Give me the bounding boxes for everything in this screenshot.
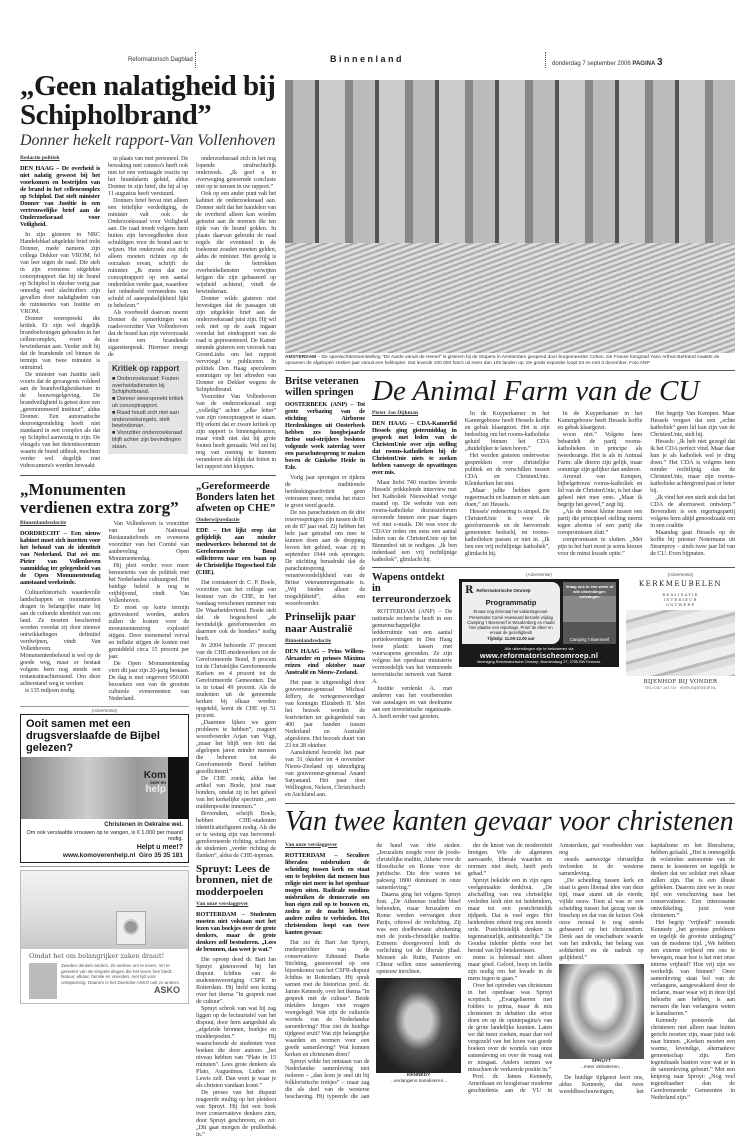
box-item-text: Donner weerspreekt kritiek uit conceptrapport. <box>112 396 184 409</box>
kitchen-photo <box>21 871 188 949</box>
ad-text: Zweden denken anders. Ze werken om te leven, om te genieten van de simpele dingen die het leven hen biedt. Natuur, elkaar, familie en vrienden, met tijd voor ontspanning. Daarom is het Zweedse ASKO ook zo anders. <box>61 963 180 985</box>
animal-body <box>372 410 735 563</box>
photo-name: SPRUYT <box>591 1058 612 1064</box>
paragraph: Over het optreden van christenen in het openbaar was Spruyt sceptisch. „Evangeliseren met folders is prima, maar ik mis christenen in debatten die ertoe doen en op de opiniepagina's van de grote landelijke kranten. Laten we dát meer zoeken, maar dan wel vergezeld van het lezen van goede boeken over de wortels van onze samenleving en over de vraag wat er misgaat. Anders nemen we misschien de verkeerde positie in.” <box>467 981 553 1073</box>
paragraph: De CHE zoekt, aldus het artikel van Boele, juist naar bonders, omdat zij in het geheel van het kerkelijke spectrum „een middenpositie innemen.” <box>196 774 276 810</box>
wapens-article <box>372 572 452 720</box>
kennedy-photo <box>376 978 460 1073</box>
box-item-text: Raad houdt zich niet aan onderzoeksregels, stelt bewindsman. <box>112 409 179 430</box>
paragraph: Aansluitend bezoekt het paar van 31 oktober tot 4 november Nieuw-Zeeland op uitnodiging van gouverneur-generaal Anand Satyanand. Het paar doet Wellington, Nelson, Christchurch en Auckland aan. <box>285 749 365 799</box>
ad-url[interactable]: www.reformatorischeomroep.nl <box>479 651 599 661</box>
paragraph: Justitie verdenkt A. met anderen van het voorbereiden van aanslagen en van deelname aan een terroristische organisatie. A. heeft eerder vast gezeten. <box>372 685 452 721</box>
ad-giro: Giro 35 35 181 <box>138 852 183 860</box>
kennedy-figure <box>376 978 460 1085</box>
side-text: Vraag ons in een week of alle uitzendingen ontvangen <box>565 584 614 600</box>
paragraph: Dat constateert dr. C. P. Boele, voorzitter van het college van bestuur van de CHE, in het vandaag verschenen nummer van De Waarheidsvriend. Boele stelt dat de hogeschool „de bevindelijk gereformeerden en daarmee ook de bonders” nodig heeft. <box>196 578 276 642</box>
ad-label: (Advertentie) <box>667 572 694 578</box>
photo-label: Camping 't Boerenerf <box>569 637 610 643</box>
org-name: Reformatorische Omroep <box>476 588 531 594</box>
ad-body: Ervaar nog éénmaal het vakantiegevoel. Presentator Cornè Hoeweard bezoekt vrijdag Camping 't Boerenerf in Woudenberg en maakt hier plaatse een reportage. Proef de sfeer en ervaar de gezelligheid! <box>467 609 555 636</box>
byline: Binnenlandredactie <box>285 638 332 645</box>
byline: Onderwijsredactie <box>196 516 240 523</box>
spruyt-caption <box>559 1059 643 1071</box>
ad-panel <box>462 582 560 644</box>
paragraph: der de knoet van de moderniteit brengen. Wie de algemeen aanvaarde, liberale waarden en normen niet deelt, heeft pech gehad.” <box>467 841 553 877</box>
washing-machine-icon <box>123 919 139 935</box>
logo-text: over en <box>149 780 166 786</box>
paragraph: In de Kuyperkamer in het Kamergebouw heeft Hessels koffie en gebak klaargezet. Het is zijn bedoeling om het rooms-katholieke geluid binnen het CDA „duidelijker te laten horen.” <box>464 410 550 453</box>
asko-ad[interactable] <box>20 870 189 1004</box>
paragraph: steeds aanwezige christelijke invloeden in de westerse samenleving. <box>559 855 644 877</box>
ad-sub: INTERIEUR <box>663 597 698 603</box>
paragraph: De minister van Justitie stelt voorts dat de gevangenis voldeed aan de brandveiligheidseisen in de bouwregelgeving. De brandveiligheid is getest door een „gerenommeerd instituut”, aldus Donner. Een automatische deurontgrendeling hoeft niet standaard in een complex als dat op Schiphol aanwezig te zijn. De vleugels van het detentiecentrum waarin de brand uitbrak, mochten verder wel degelijk met videocamera's worden bewaakt <box>20 370 101 469</box>
paragraph: Donner wilde gisteren niet bevestigen dat de passages uit zijn uitgelekte brief aan de onderzoeksraad juist zijn. Hij wil ook niet op de zaak ingaan voordat het eindrapport van de raad is gepresenteerd. De Kamer steunde gisteren een verzoek van GroenLinks om het rapport vervroegd te publiceren. In politiek Den Haag speculeren sommigen op het aftreden van Donner en Dekker wegens de Schipholbrand. <box>196 294 276 393</box>
paragraph: Vorig jaar sprongen er tijdens de traditionele herdenkingsactiviteit geen veteranen meer, omdat het risico te groot werd geacht. <box>285 474 365 510</box>
newspaper-name: Reformatorisch Dagblad <box>128 57 193 63</box>
ad-time: Tijdstip: 11.00-12.00 uur <box>487 636 535 642</box>
paragraph: In de Kuyperkamer in het Kamergebouw heeft Hessels koffie en gebak klaargezet. <box>557 410 643 432</box>
paragraph: Spruyt wilde het ontstaan van de Nederlandse samenleving niet isoleren – „dan kom je snel uit bij folkloristische trekjes” – maar zag die als deel van de westerse beschaving. Hij typeerde die aan de hand van drie steden. „Jeruzalem zorgde voor de joods-christelijke traditie, Athene voor de filosofische en Rome voor de juridische. Die drie waren tot pakweg 1800 dominant in onze samenleving.” <box>285 841 461 1100</box>
page-number: 3 <box>656 57 663 68</box>
ad-headline: Ooit samen met een drugsverslaafde de Bijbel gelezen? <box>26 718 160 755</box>
paragraph: Maandag gaat Hessels op de koffie bij priester Notermans uit Stramproy – sinds twee jaar lid van de CU. Even bijpraten. <box>650 529 735 558</box>
box-title: Kritiek op rapport <box>112 363 180 373</box>
komoverenhelp-ad[interactable] <box>20 714 189 863</box>
r-logo-icon: R <box>465 585 474 597</box>
paragraph: Kennedy poneerde dat christenen niet alleen naar buiten gericht moeten zijn, maar juist ook naar binnen. „Kerken moeten een warme, levendige, alternatieve gemeenschap zijn. Een tegendraads bastion voor wat er in de samenleving gebeurt.” Met een knipoog naar Spruyt: „Nog veel tegendraadser dan de Gereformeerde Gemeenten in Nederland zijn.” <box>650 1016 735 1101</box>
paragraph: Het begrijp Van Kempen. Maar Hessels vergeet dat een „echte katholiek” geen lid kan zijn van de ChristenUnie, stelt hij. <box>650 410 735 439</box>
ad-label: (Advertentie) <box>526 572 552 578</box>
lead: DORDRECHT – Een nieuw kabinet moet zich inzetten voor het behoud van de identiteit van Nederland. Dat zei mr. Pieter van Vollenhoven vanmiddag ter gelegenheid van de Open Monumentendag aanstaand weekeinde. <box>20 530 101 587</box>
ad-footer: Alle uitzendingen zijn te beluisteren via <box>504 646 574 652</box>
paragraph: ROTTERDAM (ANP) – De nationale recherche heeft in een gemeenschappelijke ledderruimte van een aantal portiekwoningen in Den Haag twee plastic tassen met vuurwapens gevonden. Ze zijn volgens het openbaar ministerie vermoedelijk van het vermeende terroristische netwerk van Samir A. <box>372 608 452 686</box>
spruyt-photo <box>559 964 643 1059</box>
divider <box>285 803 735 804</box>
paragraph: „Als de meest kleine tussen een partij die principieel stelling neemt tegen abortus of een partij die compromissen sluit.” <box>557 508 643 537</box>
middle-section <box>285 376 735 798</box>
caption-text: – De openluchttentoonstelling "De Aarde vanuit de Hemel" is gisteren bij de Stopera in Amsterdam geopend door burgemeester Cohen. De Franse fotograaf Yann Arthus Bertrand maakte de opnamen de afgelopen zestien jaar vanuit een helikopter. Dat leverde 100.000 foto's uit meer dan 100 landen op. De gratis expositie loopt tot en met 3 december. <box>285 355 720 366</box>
divider <box>195 52 196 68</box>
paragraph: Dat zei dr. Bart Jan Spruyt, medeoprichter van de conservatieve Edmund Burke Stichting, gisteravond op een bijeenkomst van het CSFR-dispuut Ichthus in Rotterdam. Hij sprak samen met de historicus prof. dr. James Kennedy, over het thema "In gesprek met de cultuur". Beide inleiders kregen vier vragen voorgelegd: Wat zijn de culturele wortels van de Nederlandse samenleving? Hoe ziet de huidige tijdgeest eruit? Wat zijn belangrijke waarden en normen voor een goede samenleving? Wat kunnen kerken en christenen doen? <box>285 938 370 1058</box>
paragraph: woon niet.” Volgens hem behandelt de partij rooms-katholieken in principe als tweederangs. Het is als in Animal Farm: alle dieren zijn gelijk, maar sommige zijn gelijker dan anderen. <box>557 431 643 474</box>
lead: ROTTERDAM – Seculiere liberalen misbruiken de scheiding tussen kerk en staat om te bepleiten dat mensen hun religie niet meer in het openbaar mogen uiten. Radicale moslims misbruiken de democratie om hun eigen zuil op te bouwen en, zodra ze de macht hebben, andere zuilen te verbieden. Het christendom loopt van twee kanten gevaar. <box>285 851 370 936</box>
section-title: Binnenland <box>330 54 404 64</box>
paragraph: Donners brief bevat niet alleen een feitelijke verdediging, de minister valt ook de Onderzoeksraad voor Veiligheid aan. De raad treedt volgens hem buiten zijn bevoegdheden door schuldigen voor de brand aan te wijzen. Het onderzoek zou zich alleen moeten richten op de oorzaken ervan, schrijft de minister. „Ik meen dat uw conceptrapport op een aantal onderdelen verder gaat, waardoor het onbedoeld vermeedens van schuld of aansprakelijkheid lijkt te behelzen.” <box>108 196 188 309</box>
ad-headline: Omdat het om belangrijker zaken draait! <box>29 952 165 961</box>
middle-bottom-row <box>372 572 735 720</box>
byline: Binnenlandredactie <box>20 520 67 527</box>
paragraph: Die oproep deed dr. Bart Jan Spruyt gisteravond bij het dispuut Ichthus van de studentenvereniging CSFR in Rotterdam. Hij hield een lezing over het thema "In gesprek met de cultuur". <box>196 956 276 1006</box>
photo-caption-text: ...meer debatteren... <box>579 1064 623 1070</box>
ad-logo-bar <box>168 757 188 819</box>
paragraph: mens is helemaal niet alleen maar goed. Geloof, hoop en liefde zijn nodig om het kwade in de mens tegen te gaan.” <box>467 953 553 982</box>
paragraph: Ook op een ander punt valt het kabinet de onderzoeksraad aan. Donner stelt dat het handelen van de overheid alleen kan worden getoetst aan de normen die ten tijde van de brand golden. In plaats daarvan gebruikt de raad regels die eventueel in de toekomst zouden moeten gelden, aldus de minister. Het gevolg is dat de betrokken overheidsdiensten verwijten krijgen die zijn gebaseerd op wijsheid achteraf, vindt de bewindsman. <box>196 189 276 295</box>
divider <box>372 567 735 568</box>
omroep-ad[interactable] <box>459 579 619 667</box>
kritiek-box <box>108 361 188 454</box>
bonders-column <box>196 517 276 859</box>
box-item: ■ Voorzitter onderzoeksraad blijft achter zijn bevindingen staan. <box>112 430 183 450</box>
paragraph: Maar liefst 740 reacties leverde Hessels' prikkelende interview met het Katholiek Nieuwsblad vorige maand op. De website van een rooms-katholieke discussieforum stroomde binnen een paar dagen vol met e-mails. Dit was voor de CDA'er reden om eens een aantal leden van de ChristenUnie op het Binnenhof uit te nodigen. „Ik ben inderdaad een vrij rechtlijnige katholiek”, glimlacht hij. <box>372 479 457 564</box>
ad-label: (Advertentie) <box>20 706 189 714</box>
kerkmeubelen-ad[interactable] <box>626 572 735 690</box>
paragraph: De Open Monumentendag viert dit jaar zijn 20-jarig bestaan. De dag is met ongeveer 950.000 bezoekers een van de grootste culturele evenementen van Nederland. <box>108 660 189 703</box>
byline: Redactie politiek <box>20 154 60 161</box>
box-item: ■ Onderzoeksraad: Fouten overheidsdiensten bij Schipholbrand. <box>112 375 179 396</box>
paragraph: „Maar jullie hebben geen regeermacht en kunnen er niets aan doen,” zei Hessels. <box>464 487 550 509</box>
monumenten-body <box>20 520 189 702</box>
kennedy-caption <box>376 1073 460 1085</box>
page-date <box>552 57 663 68</box>
bonsai-image <box>29 963 57 999</box>
paragraph: is 135 miljoen nodig. <box>25 687 76 695</box>
ad-contact: TEL 0347 361710 · WWW.BIJENHOF.NL <box>644 686 717 691</box>
lower-left-main <box>20 481 189 1005</box>
main-headline: „Geen nalatigheid bij Schipholbrand” <box>20 70 276 131</box>
paragraph: Als voorbeeld daarvan noemt Donner de opmerkingen van raadsvoorzitter Van Vollenhoven dat de brand kan zijn veroorzaakt door een brandende sigarettenpeuk. Hiermee mengt de <box>108 308 188 358</box>
paragraph: De zes parachutisten en de drie reservespringers zijn tussen de 81 en de 87 jaar oud. Zij hebben het hele jaar getraind om mee te kunnen doen aan de dropping boven het gebied, waar zij in september 1944 ook sprongen. De stichting benadrukt dat de parachutesprong de verantwoordelijkheid van de Britse veteranenorganisatie is. „Wij bieden alleen de mogelijkheid”, aldus een woordvoerder. <box>285 509 365 608</box>
paragraph: Hessels' redenering is simpel. De ChristenUnie is voor de gereformeerde en de hervormde gemeenten bedoeld, en rooms-katholieken passen er niet in. „Ik ben een vrij rechtlijnige katholiek”, glimlacht hij. <box>464 508 550 558</box>
paragraph: Hessels: „Ik heb niet gezegd dat ik het CDA perfect vind. Maar daar kun je als katholiek wel je ding doen.” Het CDA is volgens hem minder rechtlijnig dan de ChristenUnie, maar zijn rooms-katholieke achtergrond past er beter bij. <box>650 438 735 495</box>
lead: DEN HAAG – Prins Willem-Alexander en prinses Máxima reizen eind oktober naar Australië en Nieuw-Zeeland. <box>285 648 365 677</box>
photo-caption <box>285 355 735 367</box>
ad-title: KERKMEUBELEN <box>638 580 723 589</box>
main-subhead: Donner hekelt rapport-Van Vollenhoven <box>20 132 276 149</box>
paragraph: „De scheiding tussen kerk en staat is geen liberaal idee van deze tijd, maar stamt uit de vierde, vijfde eeuw. Toen al was er een scheiding tussen het gezag van de bisschop en dat van de keizer. Ook onze moraal is nog steeds gebaseerd op het christendom. Denk aan de onschatbare waarde van het individu, het belang van solidariteit en de nadruk op gelijkheid.” <box>559 876 644 961</box>
photo-name: KENNEDY <box>406 1072 431 1078</box>
prinselijk-column <box>285 638 365 798</box>
caption-place: AMSTERDAM <box>285 355 317 360</box>
right-block <box>285 80 735 1101</box>
ad-photo <box>21 757 188 819</box>
omroep-ad-wrap <box>459 572 619 667</box>
asko-body <box>21 963 188 1003</box>
date: donderdag 7 september 2006 <box>552 61 631 67</box>
lead: DEN HAAG – CDA-Kamerlid Hessels ging gistermiddag in gesprek met leden van de ChristenUnie over zijn stelling dat rooms-katholieken bij de ChristenUnie niets te zoeken hebben vanwege de opvattingen over mis. <box>372 420 457 477</box>
kom-over-en-help-logo <box>132 771 166 794</box>
paragraph: Het paar is uitgenodigd door gouverneur-generaal Micheal Jeffery, de vertegenwoordiger van koningin Elizabeth II. Met het bezoek worden de festiviteiten ter gelegenheid van 400 jaar banden tussen Nederland en Australië afgesloten. Het bezoek duurt van 23 tot 28 oktober. <box>285 679 365 750</box>
main-article-body <box>20 155 276 470</box>
omroep-logo <box>465 585 557 596</box>
ad-line: Christenen in Oekraïne wel. <box>104 822 183 829</box>
spruyt-figure <box>559 964 643 1071</box>
paragraph: In zijn gisteren in NRC Handelsblad uitgelekte brief trekt Donner, mede namens zijn collega Dekker van VROM, fel van leer tegen de raad. Die stelt in zijn eveneens uitgelekte conceptrapport dat bij de brand op Schiphol in oktober vorig jaar onnodig veel slachtoffers zijn gevallen door nalatigheden van de ministeries van Justitie en VROM. <box>20 230 100 315</box>
byline: Van onze verslaggever <box>196 901 249 908</box>
prinselijk-headline: Prinselijk paar naar Australië <box>285 611 356 635</box>
paragraph: Het begrip "vrijheid" noemde Kennedy „het grootste probleem en tegelijk de grootste uitdaging” van de moderne tijd. „We hebben een externe vrijheid om ons te bewegen, maar hoe is het met onze interne vrijheid? Hoe vrij zijn we werkelijk van binnen? Onze samenleving staat bol van de verlangens, aangewakkerd door de reclame, maar waar wij in deze tijd behoefte aan hebben, is aan mensen die hun verlangens weten te kanaliseren.” <box>650 918 735 1017</box>
box-list <box>112 376 184 451</box>
veteranen-column <box>285 401 365 607</box>
lower-left <box>20 481 276 1138</box>
byline: Van onze verslaggever <box>285 841 338 848</box>
ad-url[interactable]: www.komoverenhelp.nl <box>62 852 136 860</box>
paragraph: Cultuurhistorisch waardevolle landschappen en monumenten dragen in belangrijke mate bij aan de culturele identiteit van ons land. Ze moeten beschermd worden voordat zij door nieuwe ontwikkelingen definitief verdwijnen, vindt Van Vollenhoven. Monumentenbehoud is wel op de goede weg, maar er bestaat volgens hem nog steeds een restauratieachterstand. Om deze achterstand weg te werken <box>20 589 101 688</box>
box-item-text: Voorzitter onderzoeksraad blijft achter zijn bevindingen staan. <box>112 430 183 450</box>
paragraph: Prof. dr. James Kennedy, Amerikaan en hoogleraar moderne geschiedenis aan de VU in Amsterdam, gaf voorbeelden van nog <box>467 841 644 1094</box>
box-item: ■ Raad houdt zich niet aan onderzoeksregels, stelt bewindsman. <box>112 409 179 430</box>
wapens-column <box>372 608 452 720</box>
camping-photo <box>563 582 616 644</box>
animal-farm-headline: De Animal Farm van de CU <box>372 375 700 407</box>
paragraph: Donner weerspreekt die kritiek. Er zijn wel degelijk brandoefeningen gehouden in het cellencomplex, voert de bewindsman aan. Verder stelt hij dat de brandende cel binnen de termijn van twee minuten is ontruimd. <box>20 314 100 371</box>
paragraph: in plaats van met personeel. De bewaking met camera's heeft ook niet tot een vertraagde reactie op het brandalarm geleid, aldus Donner in zijn brief, die hij al op 11 augustus heeft verstuurd. <box>108 154 188 197</box>
paragraph: Spruyt hekelde een in zijn ogen veelgemaakte denkfout. „De afschaffing van ons christelijke verleden leidt niet tot heidendom, maar tot een postchristelijk tijdperk. Dat is veel erger. Het heidendom erkent nog een morele orde. Postchristelijk denken is tegennatuurlijk, antinatuurlijk.” De Goudse inleider pleitte voor het herstel van lijf-betekenissen. <box>467 876 553 954</box>
paragraph: Er moet op korte termijn geïnvesteerd worden, anders zullen de kosten voor de monumentenzorg explosief stijgen. Door toenemend verval en inflatie stijgen de kosten met gemiddeld circa 15 procent per jaar. <box>108 604 189 661</box>
pavement <box>285 243 735 353</box>
ad-brand: BIJENHOF BIJ VONDER <box>643 679 718 686</box>
lead: EDE – Het lijkt erop dat gelijdelijk aan minder medewerkers behorend tot de Gereformeerde Bond solliciteren naar een baan op de Christelijke Hogeschool Ede (CHE). <box>196 526 276 576</box>
paragraph: compromissen te sluiten. „Met pijn in het hart moet je soms kiezen voor de minst kwade optie.” <box>557 536 643 558</box>
veteranen-headline: Britse veteranen willen springen <box>285 376 359 399</box>
logo-text: Kom <box>143 770 166 782</box>
bonders-headline: „Gereformeerde Bonders laten het afweten op CHE” <box>196 480 276 514</box>
paragraph: Arnoud van Kempen, bijbelgetrouw rooms-katholiek en lid van de ChristenUnie, is het daar geheel niet mee eens. „Maar ik begrijp het gevoel,” zegt hij. <box>557 473 643 509</box>
paragraph: Voorzitter Van Vollenhoven van de onderzoeksraad zegt „volledig” achter „elke letter” van zijn conceptrapport te staan. Hij erkent dat er zware kritiek op zijn rapport is binnengekomen, maar vindt niet dat hij grote fouten heeft gemaakt. Wel zei hij nog van mening te kunnen veranderen als blijkt dat feiten in het rapport niet kloppen. <box>196 392 276 470</box>
short-news-column <box>285 376 365 798</box>
ad-footer: Vereniging Reformatorische Omroep, Bramendaog 27, 3755 BW Eemnes. <box>476 660 602 665</box>
lower-left-side <box>196 481 276 1138</box>
ad-title: Programmatip <box>485 598 537 608</box>
gevaar-body <box>285 842 735 1101</box>
paragraph: onderzoeksraad zich in het nog lopende strafrechtelijk onderzoek. „Ik geef u in overweging genoemde conclusie niet op te nemen in uw rapport.” <box>196 154 276 190</box>
paragraph: Van Vollenhoven is voorzitter van het Nationaal Restauratiefonds en eveneens voorzitter van het Comité van aanbeveling Open Monumentendag. <box>108 520 189 563</box>
middle-main <box>372 376 735 720</box>
paragraph: In 2004 behoorde 37 procent van de CHE-medewerkers tot de Gereformeerde Bond, 8 procent tot de Christelijke Gereformeerde Kerken en 4 procent tot de Gereformeerde Gemeenten. Dat is in totaal 49 procent. Als de studenten uit de genoemde kerken bij elkaar worden opgeteld, komt de CHE op 51 procent. <box>196 641 276 719</box>
page-label: PAGINA <box>632 61 656 67</box>
ad-cta: Helpt u mee!? <box>136 844 183 852</box>
asko-logo: ASKO <box>153 985 180 996</box>
spruyt-headline: Spruyt: Lees de bronnen, niet de modderpoelen <box>196 862 273 898</box>
lead: OOSTERBEEK (ANP) – Tot grote verbazing van de stichting Airborne Herdenkingen uit Oosterbeek hebben zes hoogbejaarde Britse oud-strijders besloten volgende week zaterdag weer een parachutesprong te maken boven de Ginkelse Heide in Ede. <box>285 401 365 472</box>
pews-photo <box>626 610 735 676</box>
photo-credit: Foto ANP <box>629 361 650 366</box>
paragraph: Bovendien, schrijft Boele, hebben CHE-studenten identificatiefiguren nodig. Als die er te weinig zijn van hervormd-gereformeerde richting, schuiven de studenten „verder richting de flanken”, aldus de CHE-topman. <box>196 809 276 859</box>
photo-caption-text: ...verlangens kanaliseren... <box>389 1078 448 1084</box>
lead: DEN HAAG – De overheid is niet nalatig geweest bij het voorkomen en bestrijden van de brand in het cellencomplex op Schiphol. Dat stelt minister Donner van Justitie in een vertrouwelijke brief aan de Onderzoeksraad voor Veiligheid. <box>20 164 100 228</box>
ad-sub: REALISATIE <box>662 592 699 598</box>
box-item: ■ Donner weerspreekt kritiek uit conceptrapport. <box>112 396 184 409</box>
divider <box>545 52 546 68</box>
paragraph: De preses van het dispuut reageerde multig op het pleidooi van Spruyt. Hij liet een boek over conservatieve denkers zien, door Spruyt geschreven, en zei: „Dit gaat morgen de prullenbak in.” <box>196 1089 276 1138</box>
exhibition-photo <box>285 80 735 353</box>
lead: ROTTERDAM – Studenten moeten niet volstaan met het lezen van boekjes over de grote denkers, maar de grote denkers zelf bestuderen. „Lees de bronnen, dan weet je wat.” <box>196 911 276 954</box>
box-item-text: Onderzoeksraad: Fouten overheidsdiensten bij Schipholbrand. <box>112 375 179 396</box>
divider <box>20 475 276 476</box>
byline: Pieter Jan Dijkman <box>372 410 419 417</box>
paragraph: Hij pleit verder voor meer bemoeienis van de politiek met het Nederlandse cultuurgoed. Het huidige beleid is nog te vrijblijvend, vindt Van Vollenhoven. <box>108 562 189 605</box>
ad-line: Om ook verslaafde vrouwen op te vangen, is € 1.000 per maand nodig. <box>26 830 183 843</box>
ad-sub: ONTWERP <box>665 602 696 608</box>
paragraph: „Daarmee lijken we geen probleem te hebben”, reageert woordvoerder Arjan van Vugt, „maar het blijft een feit dat afgelopen jaren minder mensen die behoren tot de Gereformeerde Bond hebben gesolliciteerd.” <box>196 718 276 775</box>
logo-text: help <box>145 784 166 796</box>
paragraph: Het werden gisteren onderwetse gesprekken over christelijke politiek en de verschillen tussen CDA en ChristenUnie. Kleinkerken het niet. <box>464 452 550 488</box>
paragraph: „Ik vind het een sterk stuk dat het CDA de abortuswet ontwierp.” Bovendien is een regeringspartij volgens hem altijd genoodzaakt om in een coalitie <box>650 494 735 530</box>
spruyt-column <box>196 901 276 1138</box>
paragraph: Daarna ging het volgens Spruyt fout. „De Atheense traditie bleef behouden, maar Jeruzalem en Rome werden vervangen door Parijs, oftewel de verlichting. Zij was een doelbewuste afrekening met de joods-christelijke traditie. Extreem doorgevoerd leidt de verlichting tot de liberale jihad. Mensen als Rutte, Pastors en Cliteur willen onze samenleving opnieuw inrichten. <box>376 890 461 975</box>
paragraph: Spruyt schrok van wat hij zag liggen op de lectuurtafel van het dispuut, door hem aangeduid als „afgeleide bronnen, boekjes en modderpoelen.” Hij waarschuwde de studenten voor boeken die door auteurs „het niveau hebben van "Plato in 15 minuten". Lees grote denkers als Plato, Augustinus, Luther en Lewis zelf. Dan weet je waar je als christen vandaan komt.” <box>196 1005 276 1090</box>
monumenten-headline: „Monumenten verdienen extra zorg” <box>20 479 179 517</box>
divider <box>285 370 735 371</box>
gevaar-headline: Van twee kanten gevaar voor christenen <box>285 806 734 838</box>
left-block <box>20 72 276 1138</box>
wapens-headline: Wapens ontdekt in terreuronderzoek <box>372 572 451 606</box>
paragraph: De huidige tijdgeest leert ons, aldus Kennedy, dat twee wereldbeschouwingen, het kapitalisme en het liberalisme, hebben gefaald. „Het is onmogelijk de volstrekte autonomie van de mens te koesteren en tegelijk te denken dat we solidair met elkaar zullen zijn. Dat is een illusie gebleken. Daarom zien we in onze tijd een verschuiving naar het conservatisme. Een interessante ontwikkeling, juist voor christenen.” <box>559 841 735 1095</box>
